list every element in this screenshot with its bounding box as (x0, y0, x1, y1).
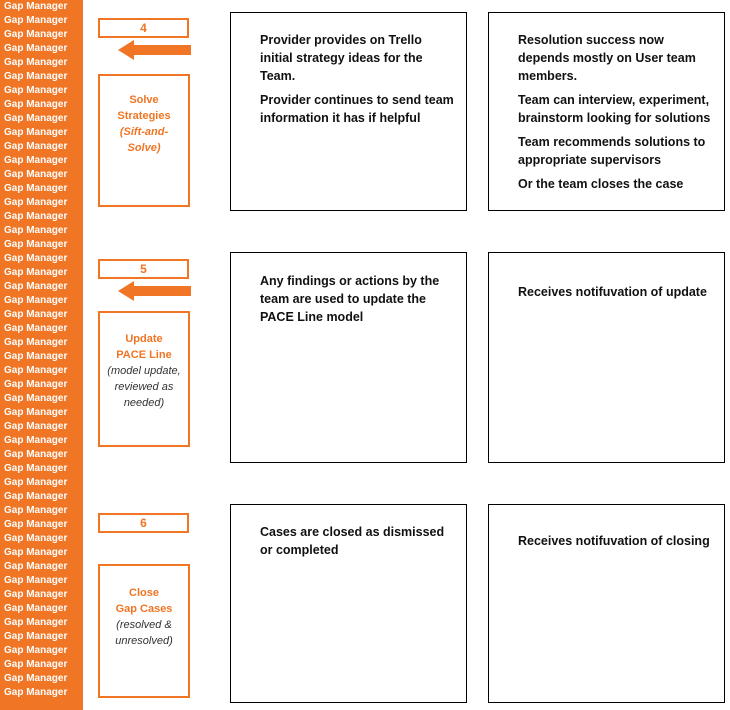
step-6-user-panel (488, 504, 725, 703)
step-4-user-panel (488, 12, 725, 211)
sidebar-label: Gap Manager (4, 1, 68, 12)
sidebar-label: Gap Manager (4, 295, 68, 306)
sidebar-label: Gap Manager (4, 379, 68, 390)
step-6-label-box (98, 564, 190, 698)
step-subtitle-line: unresolved) (115, 635, 173, 647)
sidebar-label: Gap Manager (4, 659, 68, 670)
sidebar-label: Gap Manager (4, 113, 68, 124)
step-subtitle-line: needed) (123, 397, 165, 409)
step-6-number: 6 (98, 513, 189, 533)
left-arrow-icon (118, 40, 191, 60)
step-subtitle-line: Solve) (127, 142, 161, 154)
step-subtitle-line: reviewed as (114, 381, 174, 393)
sidebar-label: Gap Manager (4, 547, 68, 558)
sidebar-label: Gap Manager (4, 687, 68, 698)
step-4-number: 4 (98, 18, 189, 38)
step-4-provider-panel (230, 12, 467, 211)
step-5-label-box (98, 311, 190, 447)
sidebar-label: Gap Manager (4, 281, 68, 292)
step-title-line: Solve (129, 94, 159, 106)
sidebar-label: Gap Manager (4, 617, 68, 628)
sidebar-label: Gap Manager (4, 491, 68, 502)
step-title-line: Strategies (117, 110, 171, 122)
sidebar-label: Gap Manager (4, 43, 68, 54)
panel-paragraph: Provider continues to send team information it has if helpful (260, 93, 454, 125)
sidebar-label: Gap Manager (4, 603, 68, 614)
sidebar-label: Gap Manager (4, 533, 68, 544)
panel-paragraph: Receives notifuvation of update (518, 285, 707, 299)
sidebar-label: Gap Manager (4, 183, 68, 194)
sidebar-label: Gap Manager (4, 29, 68, 40)
step-5-provider-panel (230, 252, 467, 463)
sidebar-label: Gap Manager (4, 253, 68, 264)
sidebar-label: Gap Manager (4, 239, 68, 250)
sidebar-label: Gap Manager (4, 575, 68, 586)
panel-paragraph: Provider provides on Trello initial strategy ideas for the Team. (260, 33, 423, 83)
panel-paragraph: Cases are closed as dismissed or completed (260, 525, 445, 557)
sidebar-label: Gap Manager (4, 645, 68, 656)
sidebar-label: Gap Manager (4, 505, 68, 516)
sidebar-label: Gap Manager (4, 673, 68, 684)
sidebar-label: Gap Manager (4, 589, 68, 600)
sidebar-label: Gap Manager (4, 71, 68, 82)
sidebar-label: Gap Manager (4, 631, 68, 642)
sidebar-label: Gap Manager (4, 155, 68, 166)
sidebar-label: Gap Manager (4, 365, 68, 376)
sidebar-label: Gap Manager (4, 351, 68, 362)
step-5-user-panel (488, 252, 725, 463)
sidebar-label: Gap Manager (4, 85, 68, 96)
left-arrow-icon (118, 281, 191, 301)
sidebar-label: Gap Manager (4, 127, 68, 138)
panel-paragraph: Any findings or actions by the team are used to update the PACE Line model (260, 274, 440, 324)
sidebar-label: Gap Manager (4, 337, 68, 348)
sidebar-label: Gap Manager (4, 407, 68, 418)
step-4-label-box (98, 74, 190, 207)
panel-paragraph: Resolution success now depends mostly on User team members. (518, 33, 696, 83)
sidebar-label: Gap Manager (4, 435, 68, 446)
step-subtitle-line: (Sift-and- (119, 126, 169, 138)
sidebar-label: Gap Manager (4, 267, 68, 278)
sidebar-label: Gap Manager (4, 519, 68, 530)
sidebar-label: Gap Manager (4, 463, 68, 474)
sidebar-label: Gap Manager (4, 225, 68, 236)
sidebar-label: Gap Manager (4, 15, 68, 26)
sidebar-label: Gap Manager (4, 169, 68, 180)
step-title-line: Update (125, 333, 163, 345)
sidebar-label: Gap Manager (4, 57, 68, 68)
step-subtitle-line: (resolved & (116, 619, 172, 631)
sidebar-label: Gap Manager (4, 197, 68, 208)
sidebar-label: Gap Manager (4, 561, 68, 572)
step-subtitle-line: (model update, (107, 365, 181, 377)
step-title-line: PACE Line (116, 349, 172, 361)
step-title-line: Gap Cases (115, 603, 173, 615)
gap-manager-sidebar (0, 0, 83, 710)
sidebar-label: Gap Manager (4, 211, 68, 222)
step-title-line: Close (129, 587, 159, 599)
sidebar-label: Gap Manager (4, 449, 68, 460)
sidebar-label: Gap Manager (4, 141, 68, 152)
panel-paragraph: Receives notifuvation of closing (518, 534, 710, 548)
sidebar-label: Gap Manager (4, 421, 68, 432)
panel-paragraph: Or the team closes the case (518, 177, 684, 191)
sidebar-label: Gap Manager (4, 477, 68, 488)
panel-paragraph: Team recommends solutions to appropriate supervisors (518, 135, 706, 167)
sidebar-label: Gap Manager (4, 309, 68, 320)
sidebar-label: Gap Manager (4, 393, 68, 404)
panel-paragraph: Team can interview, experiment, brainstorm looking for solutions (518, 93, 711, 125)
step-6-provider-panel (230, 504, 467, 703)
sidebar-label: Gap Manager (4, 323, 68, 334)
sidebar-label: Gap Manager (4, 99, 68, 110)
step-5-number: 5 (98, 259, 189, 279)
